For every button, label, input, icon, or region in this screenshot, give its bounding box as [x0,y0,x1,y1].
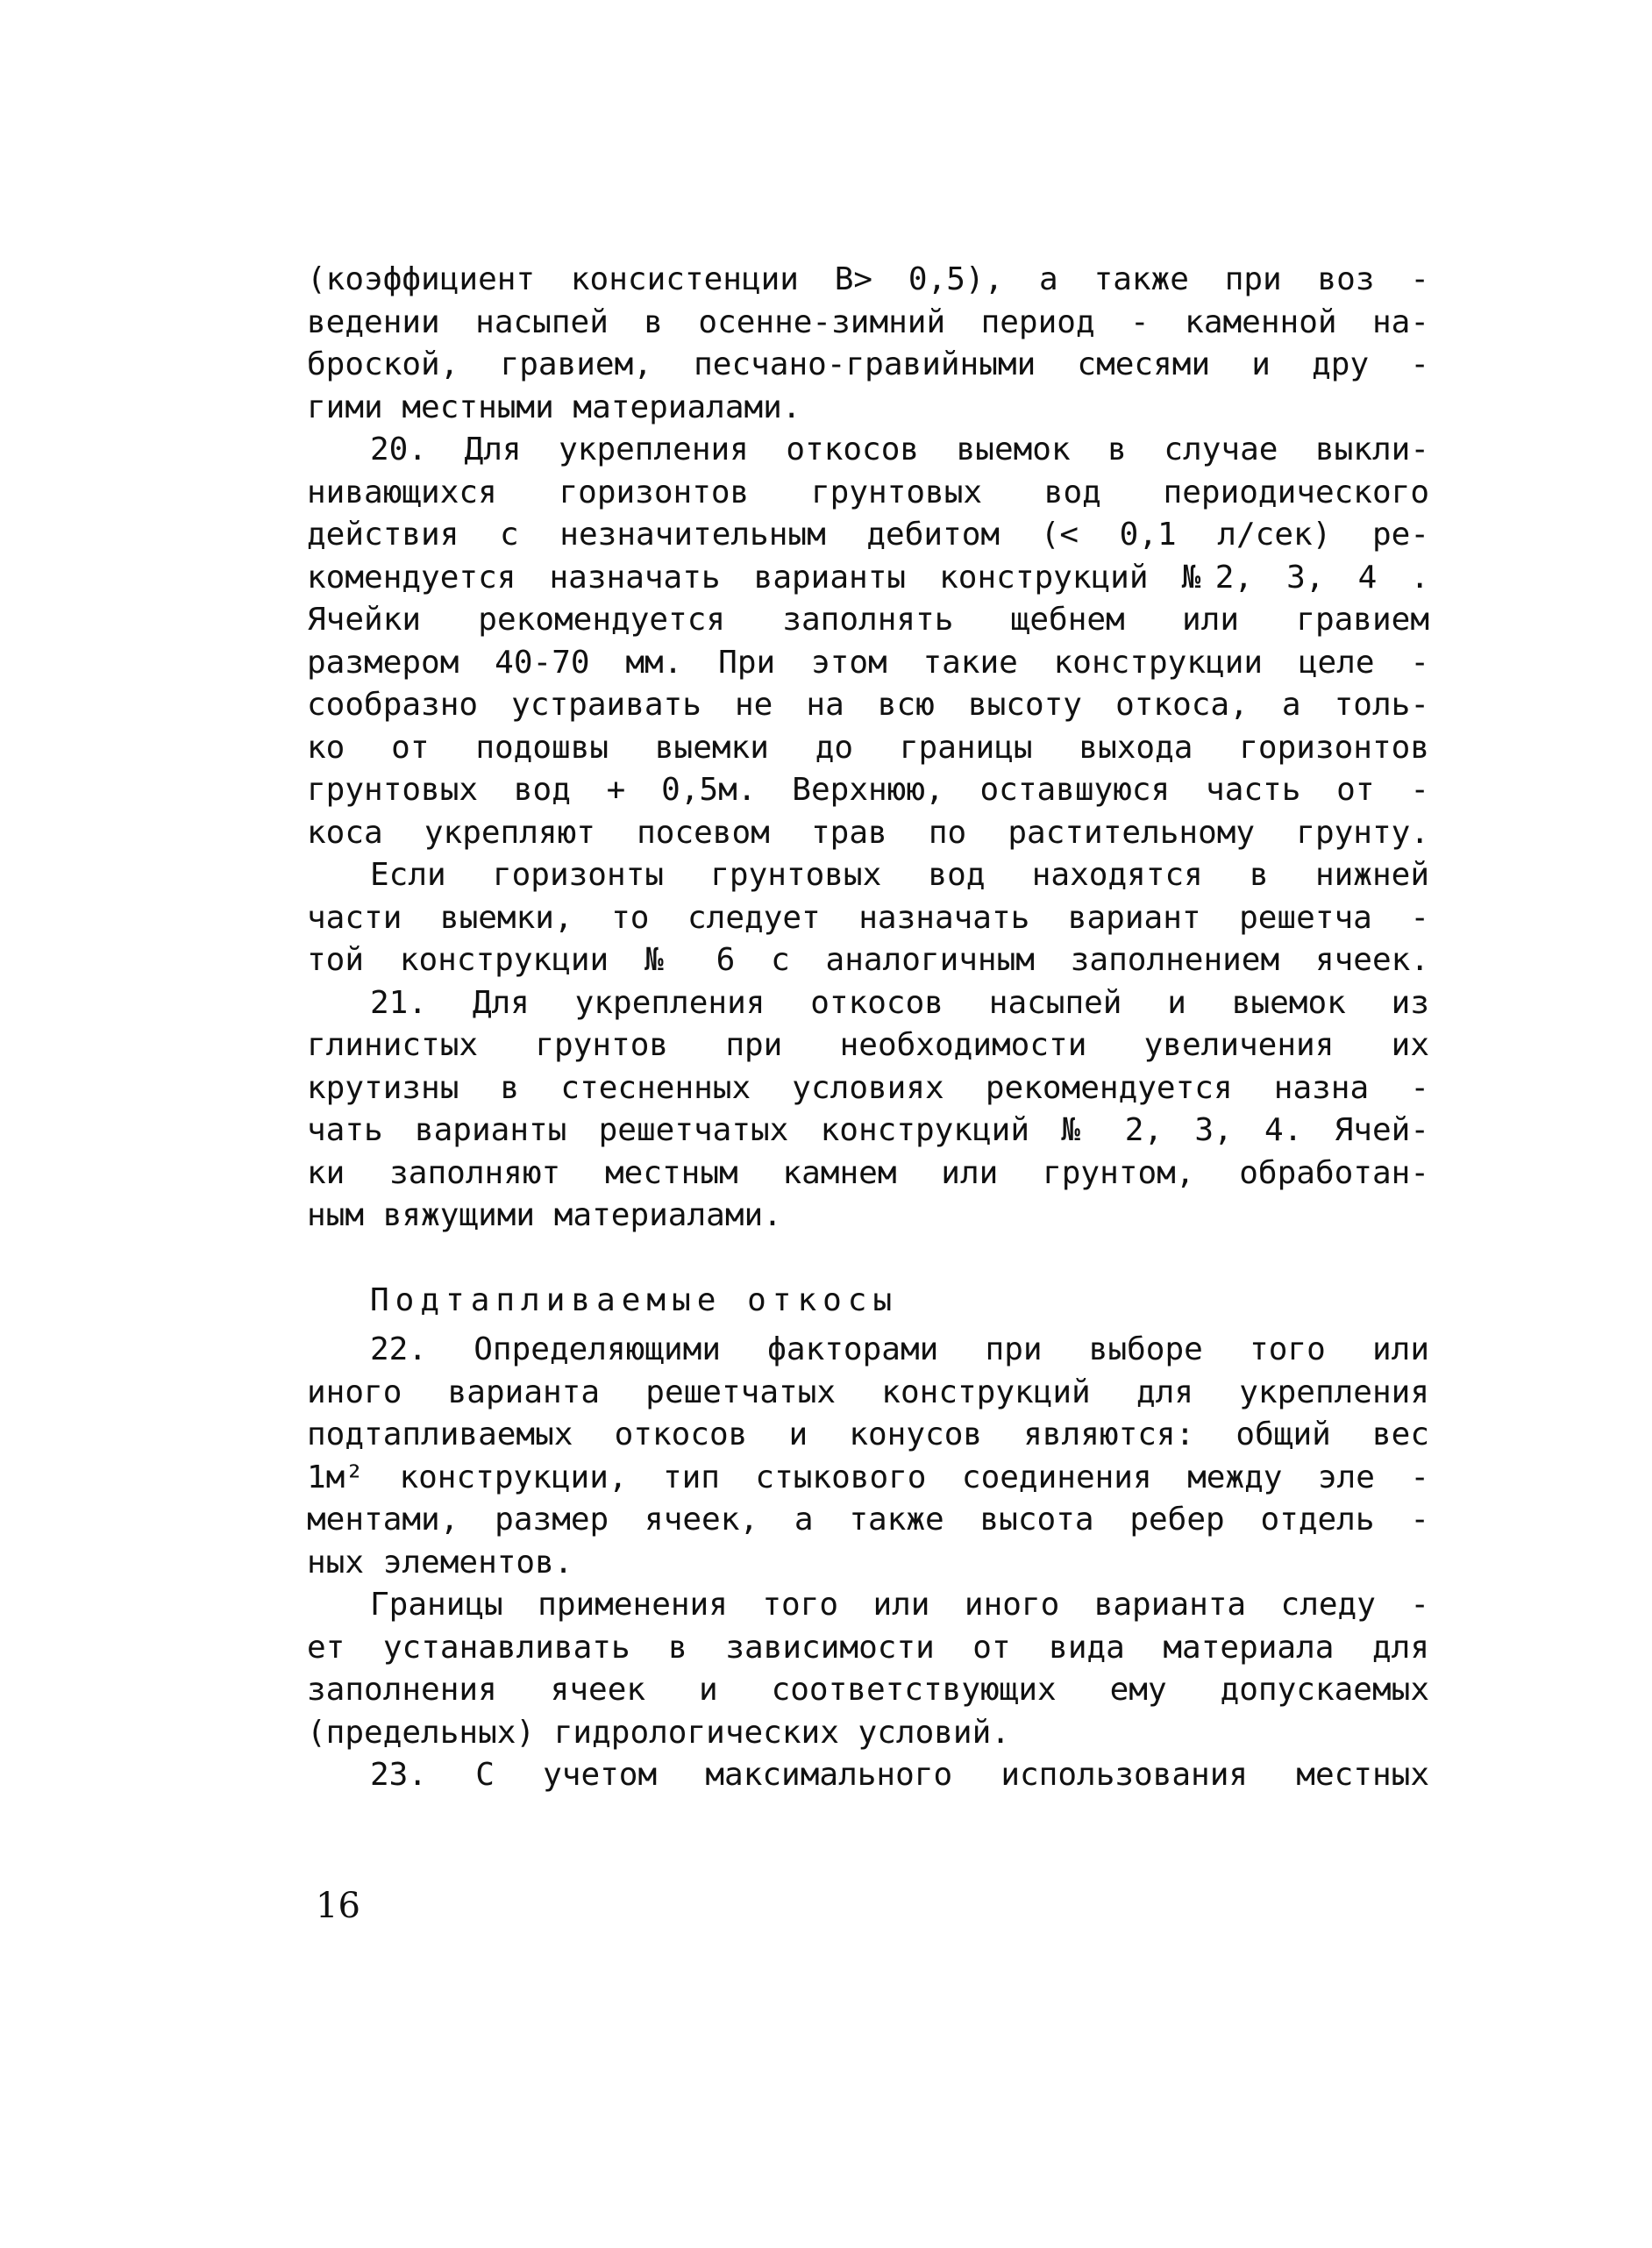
document-body [307,259,1429,1797]
text-line: ет устанавливать в зависимости от вида материала для [307,1629,1429,1666]
page-number: 16 [316,1886,360,1926]
text-line: сообразно устраивать не на всю высоту откоса, а толь- [307,687,1429,723]
text-line: (предельных) гидрологических условий. [307,1714,1010,1751]
text-line: 22. Определяющими факторами при выборе того или [370,1331,1429,1367]
text-line: подтапливаемых откосов и конусов являются: общий вес [307,1417,1429,1452]
text-line: действия с незначительным дебитом (< 0,1 л/сек) ре- [307,517,1429,553]
text-line: ментами, размер ячеек, а также высота ребер отдель - [307,1502,1429,1538]
text-line: ных элементов. [307,1544,573,1581]
text-line: ки заполняют местным камнем или грунтом, обработан- [307,1154,1429,1191]
paragraph-20 [307,429,1429,854]
text-line: ным вяжущими материалами. [307,1197,782,1233]
text-line: чать варианты решетчатых конструкций № 2, 3, 4. Ячей- [307,1112,1429,1148]
text-line: Границы применения того или иного варианта следу - [370,1587,1429,1623]
text-line: заполнения ячеек и соответствующих ему допускаемых [307,1672,1429,1708]
text-line: Если горизонты грунтовых вод находятся в нижней [370,857,1429,893]
section-heading: Подтапливаемые откосы [370,1281,899,1318]
text-line: размером 40-70 мм. При этом такие конструкции целе - [307,644,1429,681]
paragraph-continuation [307,259,1429,429]
text-line: крутизны в стесненных условиях рекомендуется назна - [307,1069,1429,1106]
text-line: ведении насыпей в осенне-зимний период - каменной на- [307,303,1429,340]
text-line: Ячейки рекомендуется заполнять щебнем или гравием [307,602,1429,638]
text-line: глинистых грунтов при необходимости увеличения их [307,1027,1429,1063]
text-line: коса укрепляют посевом трав по растительному грунту. [307,814,1429,851]
text-line: комендуется назначать варианты конструкций №2, 3, 4 . [307,559,1429,596]
text-line: грунтовых вод + 0,5м. Верхнюю, оставшуюся часть от - [307,772,1429,808]
text-line: той конструкции № 6 с аналогичным заполнением ячеек. [307,942,1429,978]
text-line: 20. Для укрепления откосов выемок в случае выкли- [370,432,1429,467]
paragraph-23 [307,1754,1429,1797]
text-line: (коэффициент консистенции В> 0,5), а также при воз - [307,261,1429,297]
text-line: 23. С учетом максимального использования местных [370,1757,1429,1793]
paragraph-22-b [307,1584,1429,1754]
paragraph-21 [307,982,1429,1238]
text-line: 1м² конструкции, тип стыкового соединения между эле - [307,1459,1429,1495]
text-line: гими местными материалами. [307,389,801,425]
text-line: 21. Для укрепления откосов насыпей и выемок из [370,984,1429,1021]
text-line: части выемки, то следует назначать вариант решетча - [307,899,1429,936]
text-line: нивающихся горизонтов грунтовых вод периодического [307,474,1429,510]
paragraph-22 [307,1329,1429,1584]
text-line: броской, гравием, песчано-гравийными смесями и дру - [307,346,1429,382]
text-line: иного варианта решетчатых конструкций для укрепления [307,1374,1429,1410]
paragraph-20-b [307,854,1429,982]
text-line: ко от подошвы выемки до границы выхода горизонтов [307,729,1429,766]
